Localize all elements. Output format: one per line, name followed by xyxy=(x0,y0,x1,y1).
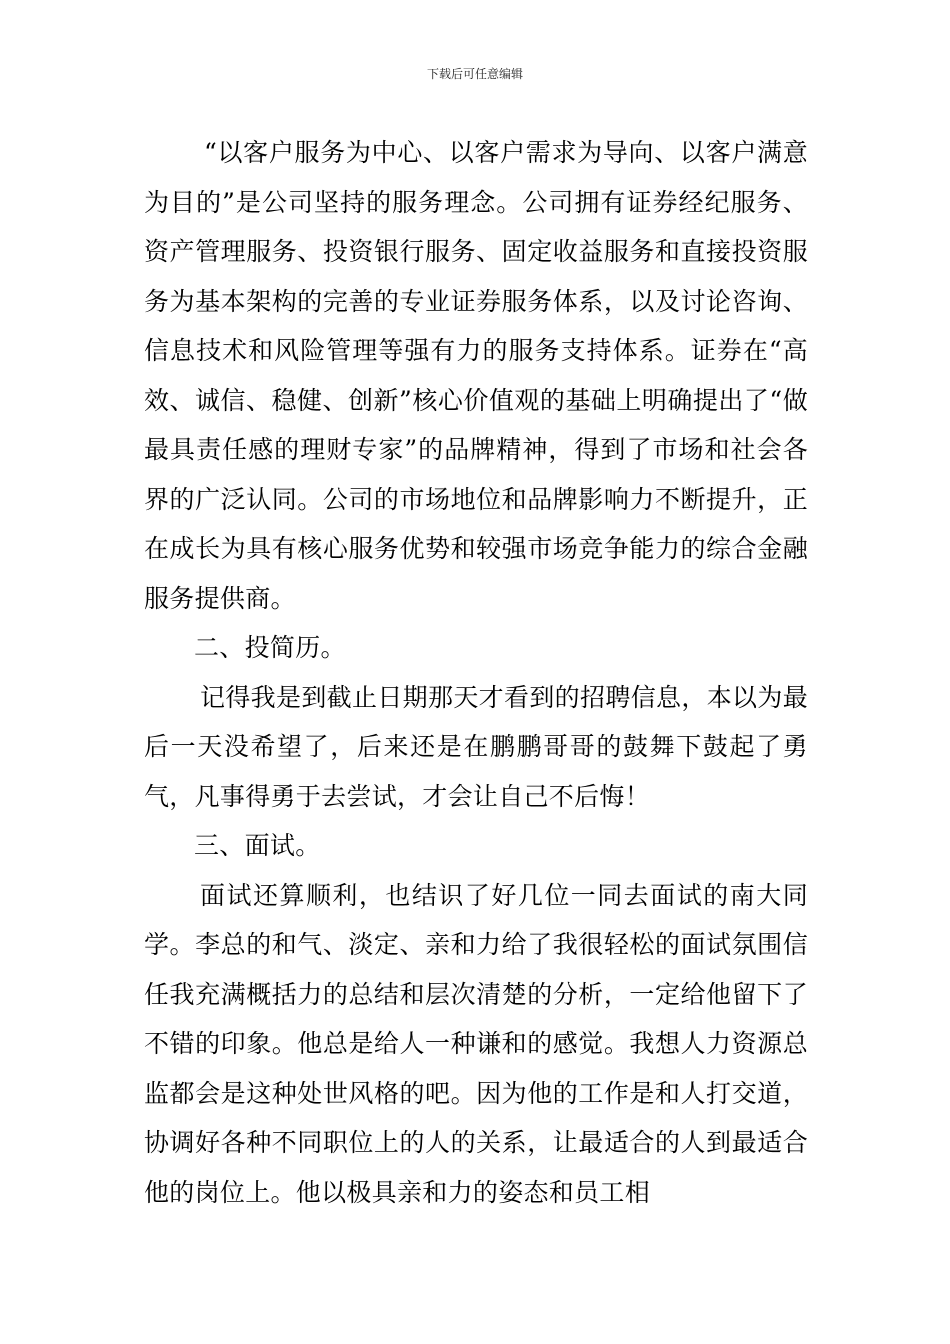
paragraph-resume: 记得我是到截止日期那天才看到的招聘信息，本以为最后一天没希望了，后来还是在鹏鹏哥哥的鼓舞下鼓起了勇气，凡事得勇于去尝试，才会让自己不后悔！ xyxy=(144,682,808,811)
paragraph-interview: 面试还算顺利，也结识了好几位一同去面试的南大同学。李总的和气、淡定、亲和力给了我很轻松的面试氛围信任我充满概括力的总结和层次清楚的分析，一定给他留下了不错的印象。他总是给人一种谦和的感觉。我想人力资源总监都会是这种处世风格的吧。因为他的工作是和人打交道，协调好各种不同职位上的人的关系，让最适合的人到最适合他的岗位上。他以极具亲和力的姿态和员工相 xyxy=(144,880,808,1207)
section-heading-interview: 三、面试。 xyxy=(194,831,321,860)
section-heading-resume: 二、投简历。 xyxy=(194,633,346,662)
page-header: 下载后可任意编辑 xyxy=(426,67,523,81)
paragraph-service-philosophy: “以客户服务为中心、以客户需求为导向、以客户满意为目的”是公司坚持的服务理念。公司拥有证券经纪服务、资产管理服务、投资银行服务、固定收益服务和直接投资服务为基本架构的完善的专业证券服务体系，以及讨论咨询、信息技术和风险管理等强有力的服务支持体系。证券在“高效、诚信、稳健、创新”核心价值观的基础上明确提出了“做最具责任感的理财专家”的品牌精神，得到了市场和社会各界的广泛认同。公司的市场地位和品牌影响力不断提升，正在成长为具有核心服务优势和较强市场竞争能力的综合金融服务提供商。 xyxy=(144,138,808,613)
document-body xyxy=(144,128,808,1217)
